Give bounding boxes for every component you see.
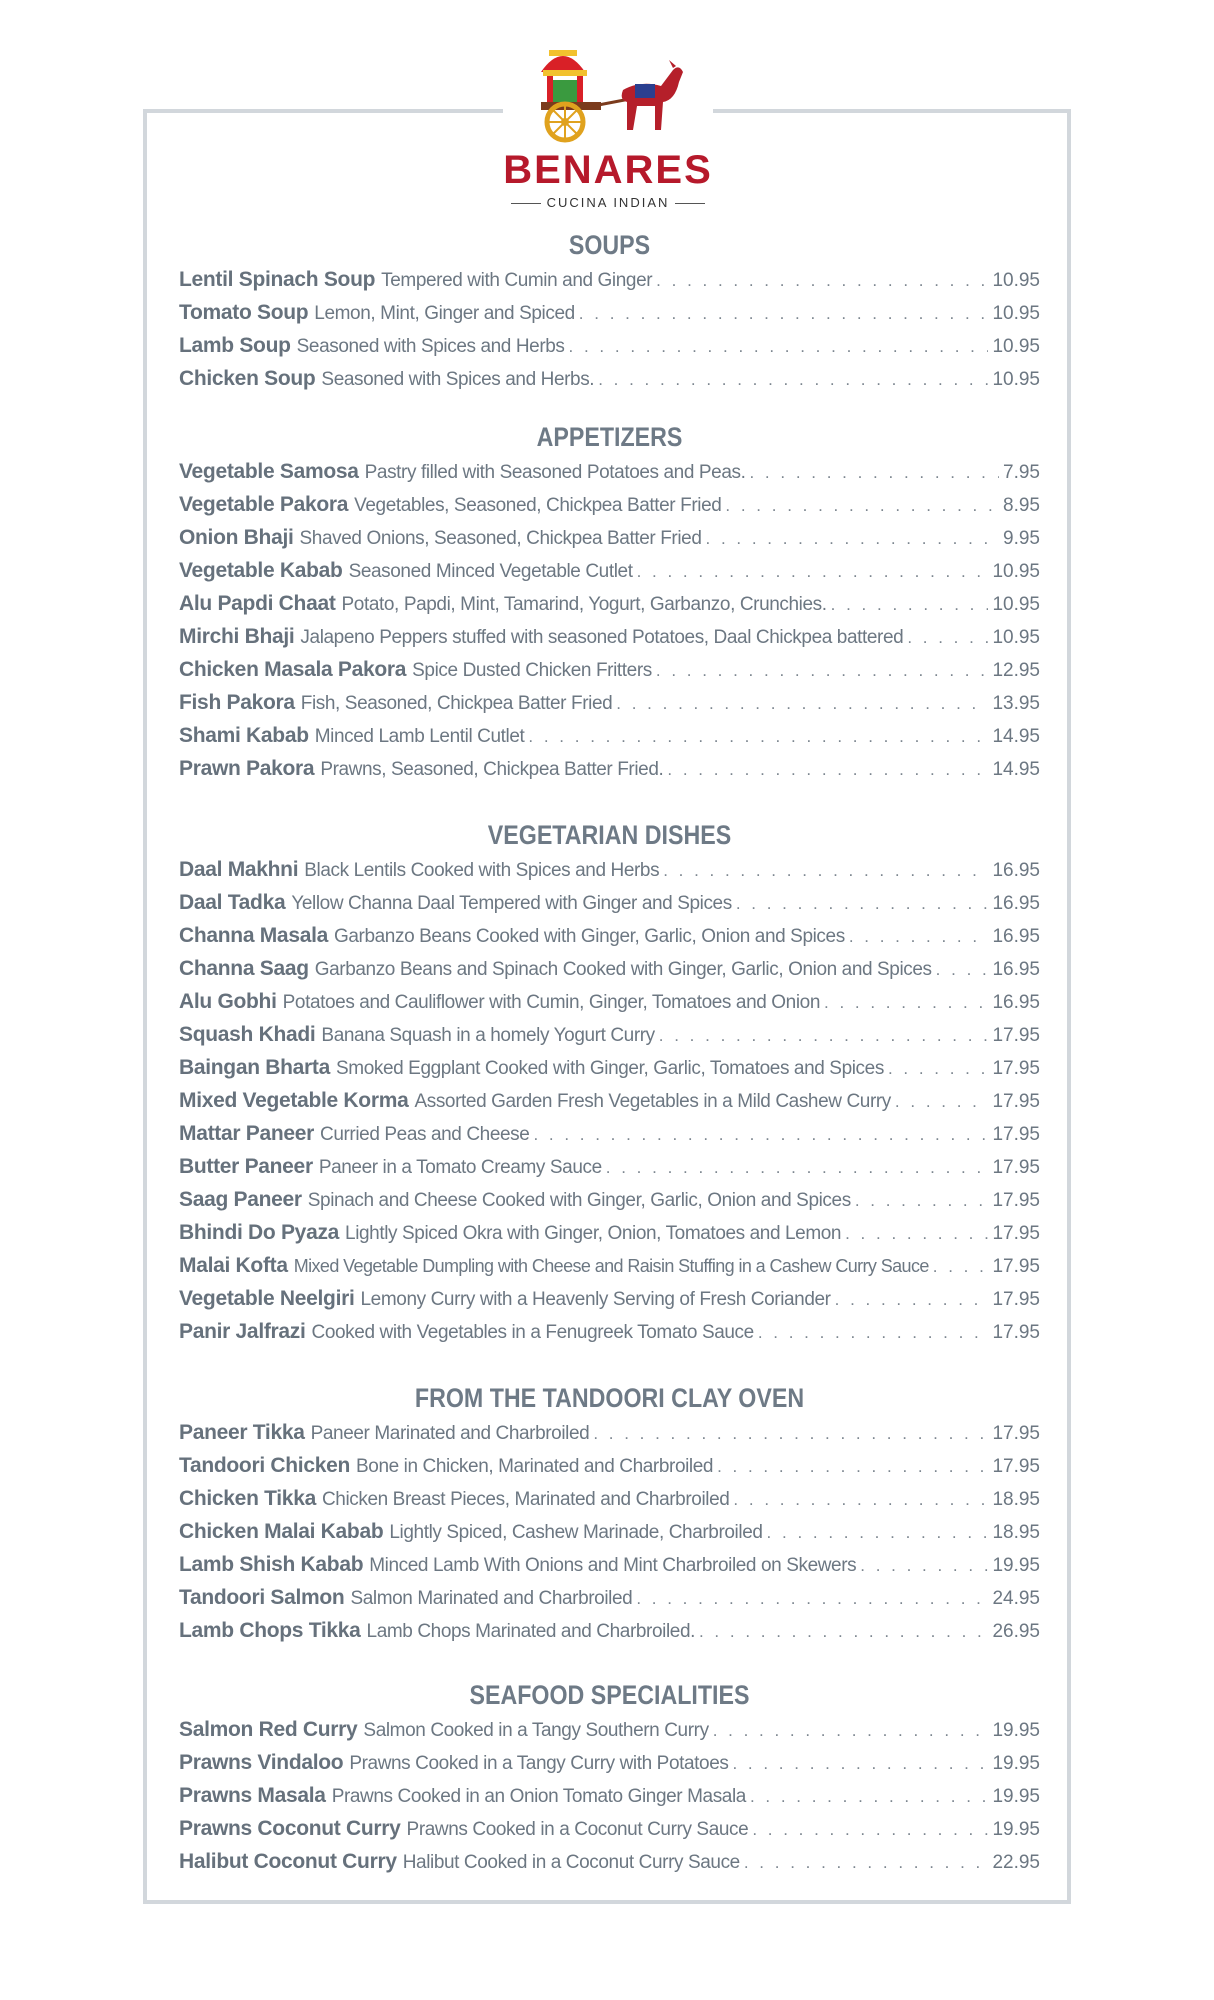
menu-item bbox=[179, 1845, 1040, 1878]
item-name: Alu Papdi Chaat bbox=[179, 592, 336, 615]
item-description: Minced Lamb Lentil Cutlet bbox=[314, 726, 525, 747]
dot-leader bbox=[849, 920, 989, 952]
dot-leader bbox=[528, 720, 988, 752]
item-price: 13.95 bbox=[992, 693, 1040, 714]
dot-leader bbox=[831, 588, 989, 620]
item-price: 22.95 bbox=[992, 1852, 1040, 1873]
item-price: 17.95 bbox=[992, 1157, 1040, 1178]
section-title-soups: SOUPS bbox=[568, 230, 651, 260]
section-title-vegetarian: VEGETARIAN DISHES bbox=[487, 820, 732, 850]
item-name: Daal Makhni bbox=[179, 858, 299, 881]
item-description: Fish, Seasoned, Chickpea Batter Fried bbox=[300, 693, 613, 714]
item-description: Halibut Cooked in a Coconut Curry Sauce bbox=[402, 1852, 740, 1873]
item-price: 26.95 bbox=[992, 1621, 1040, 1642]
menu-item bbox=[179, 1084, 1040, 1117]
dot-leader bbox=[895, 1085, 989, 1117]
item-name: Squash Khadi bbox=[179, 1023, 316, 1046]
menu-content bbox=[179, 227, 1040, 1878]
menu-item bbox=[179, 719, 1040, 752]
dot-leader bbox=[752, 1813, 988, 1845]
dot-leader bbox=[569, 330, 989, 362]
dot-leader bbox=[758, 1316, 989, 1348]
item-price: 14.95 bbox=[992, 726, 1040, 747]
item-price: 7.95 bbox=[1003, 462, 1040, 483]
menu-item bbox=[179, 1746, 1040, 1779]
dot-leader bbox=[699, 1615, 988, 1647]
dot-leader bbox=[598, 363, 988, 395]
brand-tagline: CUCINA INDIAN bbox=[503, 195, 713, 210]
item-description: Paneer Marinated and Charbroiled bbox=[310, 1423, 590, 1444]
item-description: Paneer in a Tomato Creamy Sauce bbox=[318, 1157, 602, 1178]
section-title-seafood: SEAFOOD SPECIALITIES bbox=[469, 1680, 750, 1710]
item-description: Salmon Cooked in a Tangy Southern Curry bbox=[363, 1720, 709, 1741]
menu-item bbox=[179, 263, 1040, 296]
menu-item bbox=[179, 1117, 1040, 1150]
menu-item bbox=[179, 1282, 1040, 1315]
menu-item bbox=[179, 1779, 1040, 1812]
item-name: Saag Paneer bbox=[179, 1188, 302, 1211]
item-price: 16.95 bbox=[992, 926, 1040, 947]
item-price: 16.95 bbox=[992, 959, 1040, 980]
dot-leader bbox=[725, 489, 999, 521]
item-description: Lightly Spiced, Cashew Marinade, Charbroiled bbox=[389, 1522, 763, 1543]
item-description: Curried Peas and Cheese bbox=[320, 1124, 530, 1145]
item-description: Assorted Garden Fresh Vegetables in a Mild Cashew Curry bbox=[414, 1091, 891, 1112]
item-price: 18.95 bbox=[992, 1489, 1040, 1510]
menu-item bbox=[179, 521, 1040, 554]
item-price: 17.95 bbox=[992, 1256, 1040, 1277]
menu-item bbox=[179, 1515, 1040, 1548]
menu-item bbox=[179, 1713, 1040, 1746]
menu-item bbox=[179, 752, 1040, 785]
item-name: Mattar Paneer bbox=[179, 1122, 314, 1145]
item-price: 10.95 bbox=[992, 303, 1040, 324]
dot-leader bbox=[767, 1516, 989, 1548]
item-price: 10.95 bbox=[992, 561, 1040, 582]
item-description: Potato, Papdi, Mint, Tamarind, Yogurt, Garbanzo, Crunchies. bbox=[341, 594, 827, 615]
dot-leader bbox=[860, 1549, 988, 1581]
item-price: 17.95 bbox=[992, 1058, 1040, 1079]
menu-item bbox=[179, 1018, 1040, 1051]
item-description: Salmon Marinated and Charbroiled bbox=[350, 1588, 633, 1609]
item-name: Chicken Masala Pakora bbox=[179, 658, 407, 681]
item-description: Jalapeno Peppers stuffed with seasoned Potatoes, Daal Chickpea battered bbox=[300, 627, 904, 648]
item-name: Malai Kofta bbox=[179, 1254, 288, 1277]
item-price: 19.95 bbox=[992, 1786, 1040, 1807]
menu-item bbox=[179, 296, 1040, 329]
dot-leader bbox=[579, 297, 989, 329]
item-price: 17.95 bbox=[992, 1091, 1040, 1112]
item-name: Daal Tadka bbox=[179, 891, 286, 914]
item-description: Seasoned with Spices and Herbs bbox=[296, 336, 565, 357]
dot-leader bbox=[533, 1118, 988, 1150]
item-price: 10.95 bbox=[992, 627, 1040, 648]
item-price: 19.95 bbox=[992, 1753, 1040, 1774]
item-name: Prawn Pakora bbox=[179, 757, 315, 780]
menu-item bbox=[179, 362, 1040, 395]
item-description: Tempered with Cumin and Ginger bbox=[381, 270, 653, 291]
menu-item bbox=[179, 1416, 1040, 1449]
item-price: 17.95 bbox=[992, 1289, 1040, 1310]
item-description: Black Lentils Cooked with Spices and Herbs bbox=[304, 860, 660, 881]
item-name: Channa Masala bbox=[179, 924, 328, 947]
item-price: 17.95 bbox=[992, 1456, 1040, 1477]
item-name: Mixed Vegetable Korma bbox=[179, 1089, 409, 1112]
item-name: Chicken Soup bbox=[179, 367, 316, 390]
dot-leader bbox=[933, 1250, 989, 1282]
menu-item bbox=[179, 919, 1040, 952]
item-name: Chicken Malai Kabab bbox=[179, 1520, 384, 1543]
item-price: 17.95 bbox=[992, 1124, 1040, 1145]
item-name: Baingan Bharta bbox=[179, 1056, 330, 1079]
menu-item bbox=[179, 488, 1040, 521]
dot-leader bbox=[936, 953, 989, 985]
item-name: Tandoori Salmon bbox=[179, 1586, 345, 1609]
item-price: 10.95 bbox=[992, 336, 1040, 357]
item-name: Tomato Soup bbox=[179, 301, 309, 324]
item-description: Vegetables, Seasoned, Chickpea Batter Fried bbox=[354, 495, 722, 516]
menu-item bbox=[179, 1216, 1040, 1249]
item-name: Halibut Coconut Curry bbox=[179, 1850, 397, 1873]
dot-leader bbox=[888, 1052, 989, 1084]
brand-name: BENARES bbox=[503, 148, 713, 192]
menu-item bbox=[179, 886, 1040, 919]
menu-item bbox=[179, 1150, 1040, 1183]
menu-item bbox=[179, 653, 1040, 686]
item-name: Onion Bhaji bbox=[179, 526, 294, 549]
item-description: Prawns Cooked in a Tangy Curry with Potatoes bbox=[349, 1753, 729, 1774]
item-description: Shaved Onions, Seasoned, Chickpea Batter Fried bbox=[299, 528, 702, 549]
item-description: Lightly Spiced Okra with Ginger, Onion, Tomatoes and Lemon bbox=[345, 1223, 842, 1244]
item-price: 17.95 bbox=[992, 1223, 1040, 1244]
item-name: Vegetable Kabab bbox=[179, 559, 343, 582]
item-description: Seasoned Minced Vegetable Cutlet bbox=[348, 561, 633, 582]
item-name: Alu Gobhi bbox=[179, 990, 277, 1013]
dot-leader bbox=[656, 654, 989, 686]
item-description: Banana Squash in a homely Yogurt Curry bbox=[321, 1025, 655, 1046]
dot-leader bbox=[713, 1714, 989, 1746]
dot-leader bbox=[750, 1780, 989, 1812]
item-name: Salmon Red Curry bbox=[179, 1718, 358, 1741]
item-description: Prawns Cooked in an Onion Tomato Ginger Masala bbox=[331, 1786, 746, 1807]
item-price: 24.95 bbox=[992, 1588, 1040, 1609]
item-price: 17.95 bbox=[992, 1322, 1040, 1343]
menu-item bbox=[179, 985, 1040, 1018]
item-price: 16.95 bbox=[992, 992, 1040, 1013]
item-name: Bhindi Do Pyaza bbox=[179, 1221, 340, 1244]
dot-leader bbox=[855, 1184, 989, 1216]
item-price: 12.95 bbox=[992, 660, 1040, 681]
item-price: 16.95 bbox=[992, 860, 1040, 881]
item-price: 9.95 bbox=[1003, 528, 1040, 549]
menu-item bbox=[179, 1449, 1040, 1482]
dot-leader bbox=[824, 986, 988, 1018]
item-name: Paneer Tikka bbox=[179, 1421, 305, 1444]
item-name: Fish Pakora bbox=[179, 691, 295, 714]
item-description: Garbanzo Beans and Spinach Cooked with Ginger, Garlic, Onion and Spices bbox=[314, 959, 932, 980]
dot-leader bbox=[907, 621, 988, 653]
menu-item bbox=[179, 1482, 1040, 1515]
item-price: 17.95 bbox=[992, 1423, 1040, 1444]
item-description: Smoked Eggplant Cooked with Ginger, Garlic, Tomatoes and Spices bbox=[336, 1058, 884, 1079]
item-name: Chicken Tikka bbox=[179, 1487, 316, 1510]
dot-leader bbox=[593, 1417, 988, 1449]
item-description: Chicken Breast Pieces, Marinated and Charbroiled bbox=[321, 1489, 730, 1510]
item-price: 17.95 bbox=[992, 1190, 1040, 1211]
brand-logo bbox=[503, 40, 713, 220]
item-description: Seasoned with Spices and Herbs. bbox=[321, 369, 595, 390]
menu-item bbox=[179, 1315, 1040, 1348]
item-description: Mixed Vegetable Dumpling with Cheese and Raisin Stuffing in a Cashew Curry Sauce bbox=[293, 1256, 929, 1276]
item-price: 16.95 bbox=[992, 893, 1040, 914]
item-price: 10.95 bbox=[992, 369, 1040, 390]
dot-leader bbox=[706, 522, 1000, 554]
menu-item bbox=[179, 554, 1040, 587]
menu-item bbox=[179, 455, 1040, 488]
item-price: 19.95 bbox=[992, 1720, 1040, 1741]
item-name: Vegetable Pakora bbox=[179, 493, 349, 516]
dot-leader bbox=[663, 854, 988, 886]
menu-item bbox=[179, 952, 1040, 985]
item-description: Spice Dusted Chicken Fritters bbox=[412, 660, 652, 681]
menu-item bbox=[179, 1249, 1040, 1282]
item-description: Prawns Cooked in a Coconut Curry Sauce bbox=[406, 1819, 749, 1840]
item-price: 19.95 bbox=[992, 1555, 1040, 1576]
item-description: Potatoes and Cauliflower with Cumin, Ginger, Tomatoes and Onion bbox=[282, 992, 820, 1013]
dot-leader bbox=[736, 887, 989, 919]
menu-item bbox=[179, 1183, 1040, 1216]
dot-leader bbox=[845, 1217, 988, 1249]
item-description: Minced Lamb With Onions and Mint Charbroiled on Skewers bbox=[369, 1555, 857, 1576]
item-name: Channa Saag bbox=[179, 957, 309, 980]
section-title-appetizers: APPETIZERS bbox=[536, 422, 683, 452]
dot-leader bbox=[656, 264, 988, 296]
item-name: Vegetable Neelgiri bbox=[179, 1287, 355, 1310]
horse-carriage-icon bbox=[523, 40, 698, 145]
item-price: 19.95 bbox=[992, 1819, 1040, 1840]
item-name: Prawns Coconut Curry bbox=[179, 1817, 401, 1840]
item-description: Prawns, Seasoned, Chickpea Batter Fried. bbox=[320, 759, 664, 780]
item-price: 10.95 bbox=[992, 594, 1040, 615]
menu-item bbox=[179, 1812, 1040, 1845]
item-name: Tandoori Chicken bbox=[179, 1454, 350, 1477]
menu-item bbox=[179, 1548, 1040, 1581]
item-name: Prawns Masala bbox=[179, 1784, 326, 1807]
menu-item bbox=[179, 686, 1040, 719]
item-price: 18.95 bbox=[992, 1522, 1040, 1543]
menu-item bbox=[179, 1614, 1040, 1647]
dot-leader bbox=[659, 1019, 989, 1051]
item-price: 8.95 bbox=[1003, 495, 1040, 516]
item-name: Lamb Shish Kabab bbox=[179, 1553, 364, 1576]
menu-item bbox=[179, 1051, 1040, 1084]
item-description: Yellow Channa Daal Tempered with Ginger and Spices bbox=[291, 893, 732, 914]
item-description: Pastry filled with Seasoned Potatoes and Peas. bbox=[364, 462, 746, 483]
dot-leader bbox=[606, 1151, 989, 1183]
dot-leader bbox=[744, 1846, 989, 1878]
item-name: Mirchi Bhaji bbox=[179, 625, 295, 648]
item-name: Prawns Vindaloo bbox=[179, 1751, 344, 1774]
dot-leader bbox=[717, 1450, 988, 1482]
item-name: Butter Paneer bbox=[179, 1155, 313, 1178]
dot-leader bbox=[732, 1747, 988, 1779]
item-description: Garbanzo Beans Cooked with Ginger, Garlic, Onion and Spices bbox=[334, 926, 845, 947]
dot-leader bbox=[616, 687, 988, 719]
dot-leader bbox=[733, 1483, 988, 1515]
dot-leader bbox=[835, 1283, 989, 1315]
menu-item bbox=[179, 620, 1040, 653]
dot-leader bbox=[749, 456, 999, 488]
menu-item bbox=[179, 587, 1040, 620]
item-price: 17.95 bbox=[992, 1025, 1040, 1046]
item-description: Lemon, Mint, Ginger and Spiced bbox=[314, 303, 575, 324]
item-name: Lamb Soup bbox=[179, 334, 291, 357]
item-price: 10.95 bbox=[992, 270, 1040, 291]
item-name: Lentil Spinach Soup bbox=[179, 268, 376, 291]
menu-item bbox=[179, 329, 1040, 362]
section-title-tandoori: FROM THE TANDOORI CLAY OVEN bbox=[414, 1383, 805, 1413]
item-name: Lamb Chops Tikka bbox=[179, 1619, 361, 1642]
item-description: Cooked with Vegetables in a Fenugreek Tomato Sauce bbox=[311, 1322, 754, 1343]
item-description: Spinach and Cheese Cooked with Ginger, Garlic, Onion and Spices bbox=[307, 1190, 851, 1211]
dot-leader bbox=[636, 1582, 988, 1614]
menu-item bbox=[179, 1581, 1040, 1614]
item-name: Panir Jalfrazi bbox=[179, 1320, 306, 1343]
item-name: Vegetable Samosa bbox=[179, 460, 359, 483]
item-description: Lamb Chops Marinated and Charbroiled. bbox=[366, 1621, 695, 1642]
dot-leader bbox=[637, 555, 989, 587]
item-price: 14.95 bbox=[992, 759, 1040, 780]
item-description: Lemony Curry with a Heavenly Serving of Fresh Coriander bbox=[360, 1289, 831, 1310]
dot-leader bbox=[667, 753, 988, 785]
menu-item bbox=[179, 853, 1040, 886]
item-description: Bone in Chicken, Marinated and Charbroiled bbox=[356, 1456, 714, 1477]
item-name: Shami Kabab bbox=[179, 724, 309, 747]
